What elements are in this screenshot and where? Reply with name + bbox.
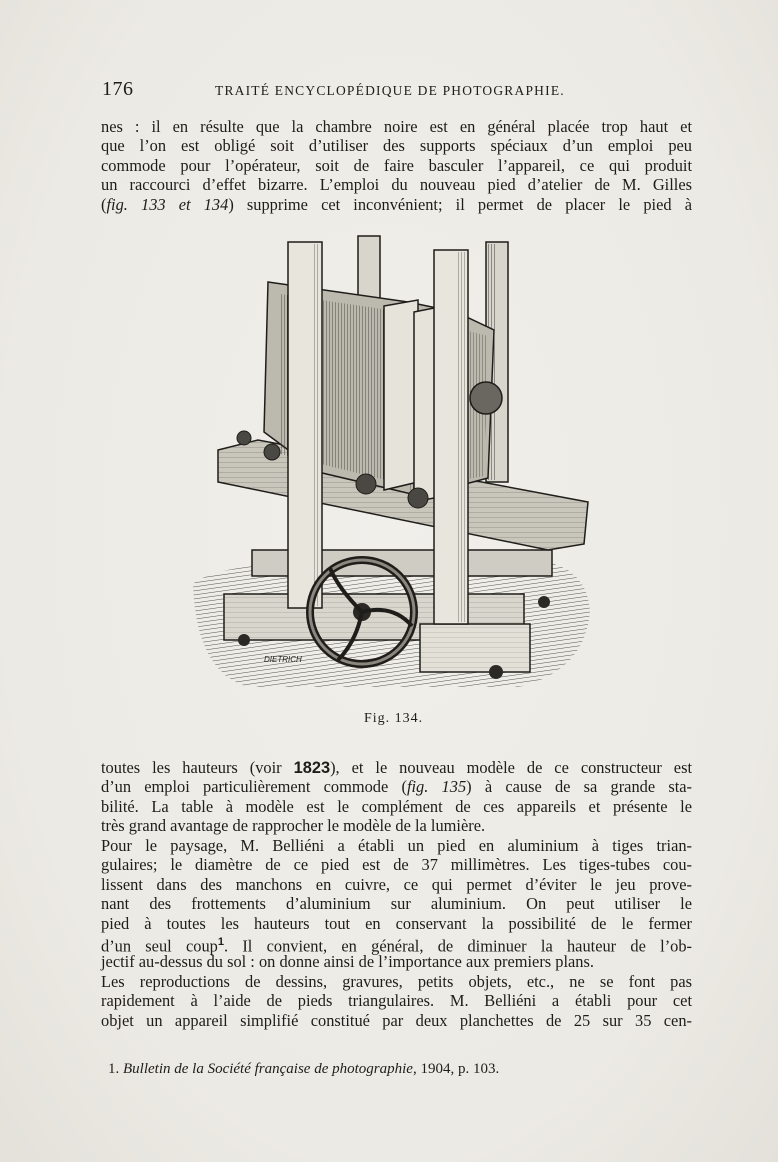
figure-reference: fig. 135 bbox=[406, 777, 467, 797]
engraver-signature: DIETRICH bbox=[264, 655, 302, 664]
camera-stand-engraving bbox=[188, 232, 596, 700]
footnote-source: Bulletin de la Société française de photographie bbox=[123, 1061, 413, 1077]
footnote bbox=[108, 1061, 499, 1078]
footnote-marker: 1 bbox=[217, 935, 224, 948]
text-line: objet un appareil simplifié constitué par deux planchettes de 25 sur 35 cen- bbox=[101, 1010, 692, 1030]
body-paragraph-2 bbox=[101, 836, 692, 972]
page-number: 176 bbox=[102, 78, 134, 100]
text-line: Pour le paysage, M. Belliéni a établi un pied en aluminium à tiges trian- bbox=[101, 836, 692, 855]
text-line: bilité. La table à modèle est le complément de ces appareils et présente le bbox=[101, 796, 692, 816]
text-line: nes : il en résulte que la chambre noire est en général placée trop haut et bbox=[101, 117, 692, 136]
text-line: jectif au-dessus du sol : on donne ainsi de l’importance aux premiers plans. bbox=[101, 952, 594, 972]
text-line: (fig. 133 et 134) supprime cet inconvénient; il permet de placer le pied à bbox=[101, 194, 692, 214]
top-paragraph bbox=[101, 117, 692, 214]
text-line: très grand avantage de rapprocher le modèle de la lumière. bbox=[101, 816, 486, 836]
text-line: rapidement à l’aide de pieds triangulaires. M. Belliéni a établi pour cet bbox=[101, 991, 692, 1011]
body-paragraph-3 bbox=[101, 972, 692, 1030]
text-line: gulaires; le diamètre de ce pied est de 37 millimètres. Les tiges-tubes cou- bbox=[101, 855, 692, 875]
page-header bbox=[102, 78, 596, 102]
footnote-number: 1. bbox=[108, 1061, 120, 1077]
text-line: d’un seul coup$^1$. Il convient, en général, de diminuer la hauteur de l’ob- bbox=[101, 935, 692, 956]
section-reference: 1823 bbox=[293, 759, 331, 777]
text-line: pied à toutes les hauteurs tout en conservant la possibilité de le fermer bbox=[101, 913, 692, 933]
text-line: commode pour l’opérateur, soit de faire basculer l’appareil, ce qui produit bbox=[101, 155, 692, 175]
body-paragraph-1 bbox=[101, 758, 692, 836]
text-line: lissent dans des manchons en cuivre, ce qui permet d’éviter le jeu prove- bbox=[101, 874, 692, 894]
figure-reference: fig. 133 et 134 bbox=[106, 194, 229, 214]
text-line: que l’on est obligé soit d’utiliser des supports spéciaux d’un emploi peu bbox=[101, 136, 692, 156]
figure-engraving bbox=[188, 232, 596, 700]
running-title: TRAITÉ ENCYCLOPÉDIQUE DE PHOTOGRAPHIE. bbox=[215, 83, 565, 98]
text-line: Les reproductions de dessins, gravures, petits objets, etc., ne se font pas bbox=[101, 972, 692, 991]
footnote-details: , 1904, p. 103. bbox=[412, 1061, 500, 1077]
text-line: toutes les hauteurs (voir 1823), et le nouveau modèle de ce constructeur est bbox=[101, 758, 692, 777]
figure-caption: Fig. 134. bbox=[364, 711, 424, 726]
text-line: nant des frottements d’aluminium sur aluminium. On peut utiliser le bbox=[101, 894, 692, 914]
text-line: d’un emploi particulièrement commode (fig. 135) à cause de sa grande sta- bbox=[101, 777, 692, 797]
text-line: un raccourci d’effet bizarre. L’emploi du nouveau pied d’atelier de M. Gilles bbox=[101, 175, 692, 195]
